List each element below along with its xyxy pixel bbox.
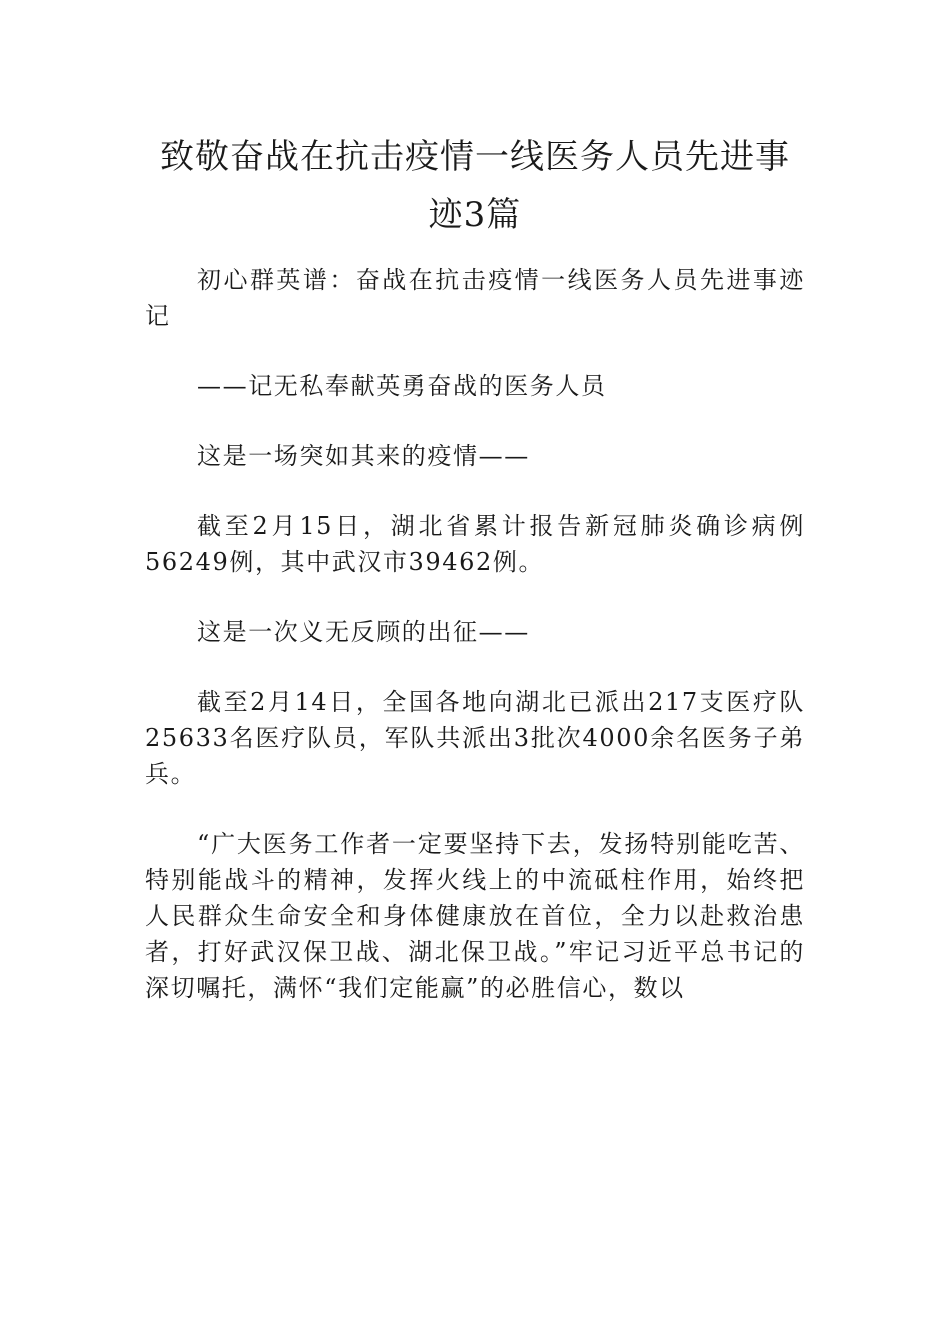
document-title: 致敬奋战在抗击疫情一线医务人员先进事迹3篇 xyxy=(160,137,790,235)
document-body xyxy=(145,262,805,1006)
paragraph-subtitle: 初心群英谱：奋战在抗击疫情一线医务人员先进事迹记 xyxy=(145,266,805,330)
paragraph-intro-expedition: 这是一次义无反顾的出征—— xyxy=(197,618,530,646)
paragraph-byline: ——记无私奉献英勇奋战的医务人员 xyxy=(197,372,607,400)
paragraph-case-statistics: 截至2月15日，湖北省累计报告新冠肺炎确诊病例56249例，其中武汉市39462例。 xyxy=(145,512,805,576)
paragraph-team-statistics: 截至2月14日，全国各地向湖北已派出217支医疗队25633名医疗队员，军队共派出3批次4000余名医务子弟兵。 xyxy=(145,688,805,788)
paragraph-quote: “广大医务工作者一定要坚持下去，发扬特别能吃苦、特别能战斗的精神，发挥火线上的中流砥柱作用，始终把人民群众生命安全和身体健康放在首位，全力以赴救治患者，打好武汉保卫战、湖北保卫战。”牢记习近平总书记的深切嘱托，满怀“我们定能赢”的必胜信心，数以 xyxy=(145,830,805,1002)
paragraph-intro-epidemic: 这是一场突如其来的疫情—— xyxy=(197,442,530,470)
